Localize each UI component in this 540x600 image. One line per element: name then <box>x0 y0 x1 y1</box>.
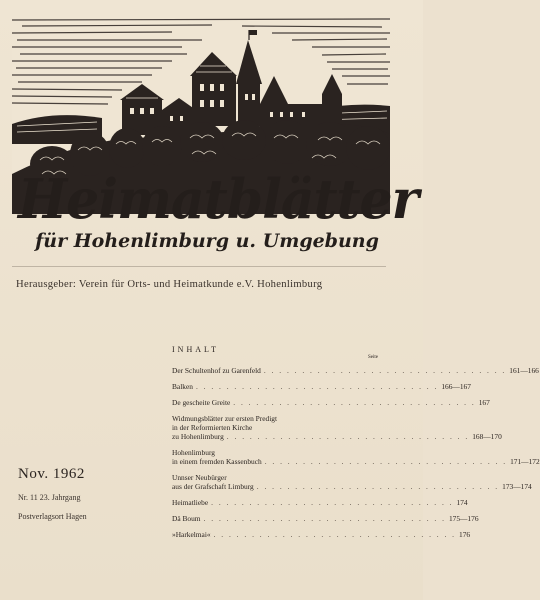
toc-entry <box>172 448 540 466</box>
toc-entry-title: De gescheite Greite <box>172 398 231 407</box>
toc-entry-page: 171—172 <box>510 457 540 466</box>
postal-note: Postverlagsort Hagen <box>18 512 87 521</box>
toc-leader-dots: . . . . . . . . . . . . . . . . . . . . . . . . . . . . . . . . <box>211 498 454 507</box>
masthead <box>10 167 419 252</box>
toc-entry-line <box>172 423 386 432</box>
issue-info <box>18 466 87 521</box>
toc-entry <box>172 473 532 491</box>
toc-entry <box>172 498 468 507</box>
toc-entry-line <box>172 482 532 491</box>
toc-entry-title: aus der Grafschaft Limburg <box>172 482 254 491</box>
toc-entry-page: 161—166 <box>509 366 539 375</box>
toc-entry-line <box>172 448 386 457</box>
toc-leader-dots: . . . . . . . . . . . . . . . . . . . . . . . . . . . . . . . . <box>263 366 507 375</box>
toc-entry-page: 176 <box>459 530 471 539</box>
toc-entries <box>172 366 540 539</box>
toc-entry-title: Widmungsblätter zur ersten Predigt <box>172 414 277 423</box>
toc-entry-page: 167 <box>478 398 490 407</box>
toc-leader-dots: . . . . . . . . . . . . . . . . . . . . . . . . . . . . . . . . <box>213 530 456 539</box>
table-of-contents <box>172 345 540 546</box>
toc-entry-title: Hohenlimburg <box>172 448 215 457</box>
toc-heading: INHALT <box>172 345 220 354</box>
toc-entry-line <box>172 366 539 375</box>
divider <box>12 266 386 267</box>
toc-page-header: Seite <box>368 355 378 360</box>
toc-entry-line <box>172 473 386 482</box>
toc-entry-title: Heimatliebe <box>172 498 209 507</box>
toc-leader-dots: . . . . . . . . . . . . . . . . . . . . . . . . . . . . . . . . <box>233 398 476 407</box>
toc-entry-line <box>172 414 386 423</box>
toc-entry-title: in der Reformierten Kirche <box>172 423 253 432</box>
toc-entry-line <box>172 514 479 523</box>
toc-entry <box>172 382 471 391</box>
toc-entry <box>172 514 479 523</box>
toc-entry-title: in einem fremden Kassenbuch <box>172 457 262 466</box>
toc-entry-page: 166—167 <box>441 382 471 391</box>
toc-entry <box>172 530 471 539</box>
toc-leader-dots: . . . . . . . . . . . . . . . . . . . . . . . . . . . . . . . . <box>256 482 500 491</box>
toc-entry-title: »Harkelmai« <box>172 530 211 539</box>
toc-entry <box>172 398 490 407</box>
toc-leader-dots: . . . . . . . . . . . . . . . . . . . . . . . . . . . . . . . . <box>203 514 446 523</box>
toc-entry <box>172 414 502 441</box>
toc-entry-page: 173—174 <box>502 482 532 491</box>
publisher-line: Herausgeber: Verein für Orts- und Heimatkunde e.V. Hohenlimburg <box>16 279 323 290</box>
toc-entry-line <box>172 398 490 407</box>
toc-entry-page: 168—170 <box>472 432 502 441</box>
toc-entry-title: Unnser Neubürger <box>172 473 227 482</box>
toc-entry-line <box>172 432 502 441</box>
toc-entry-line <box>172 530 471 539</box>
masthead-title: Heimatblätter <box>18 167 419 232</box>
toc-entry-title: Balken <box>172 382 193 391</box>
toc-leader-dots: . . . . . . . . . . . . . . . . . . . . . . . . . . . . . . . . <box>195 382 439 391</box>
toc-entry-title: zu Hohenlimburg <box>172 432 224 441</box>
toc-leader-dots: . . . . . . . . . . . . . . . . . . . . . . . . . . . . . . . . <box>226 432 470 441</box>
toc-entry-title: Der Schultenhof zu Garenfeld <box>172 366 261 375</box>
issue-number: Nr. 11 23. Jahrgang <box>18 493 81 502</box>
toc-leader-dots: . . . . . . . . . . . . . . . . . . . . . . . . . . . . . . . . <box>264 457 508 466</box>
toc-entry-title: Dä Boum <box>172 514 201 523</box>
toc-entry-line <box>172 457 540 466</box>
toc-entry-line <box>172 498 468 507</box>
toc-entry-page: 175—176 <box>448 514 479 523</box>
toc-entry-line <box>172 382 471 391</box>
toc-entry-page: 174 <box>456 498 468 507</box>
toc-entry <box>172 366 539 375</box>
masthead-subtitle: für Hohenlimburg u. Umgebung <box>35 230 379 252</box>
issue-date: Nov. 1962 <box>18 466 85 482</box>
